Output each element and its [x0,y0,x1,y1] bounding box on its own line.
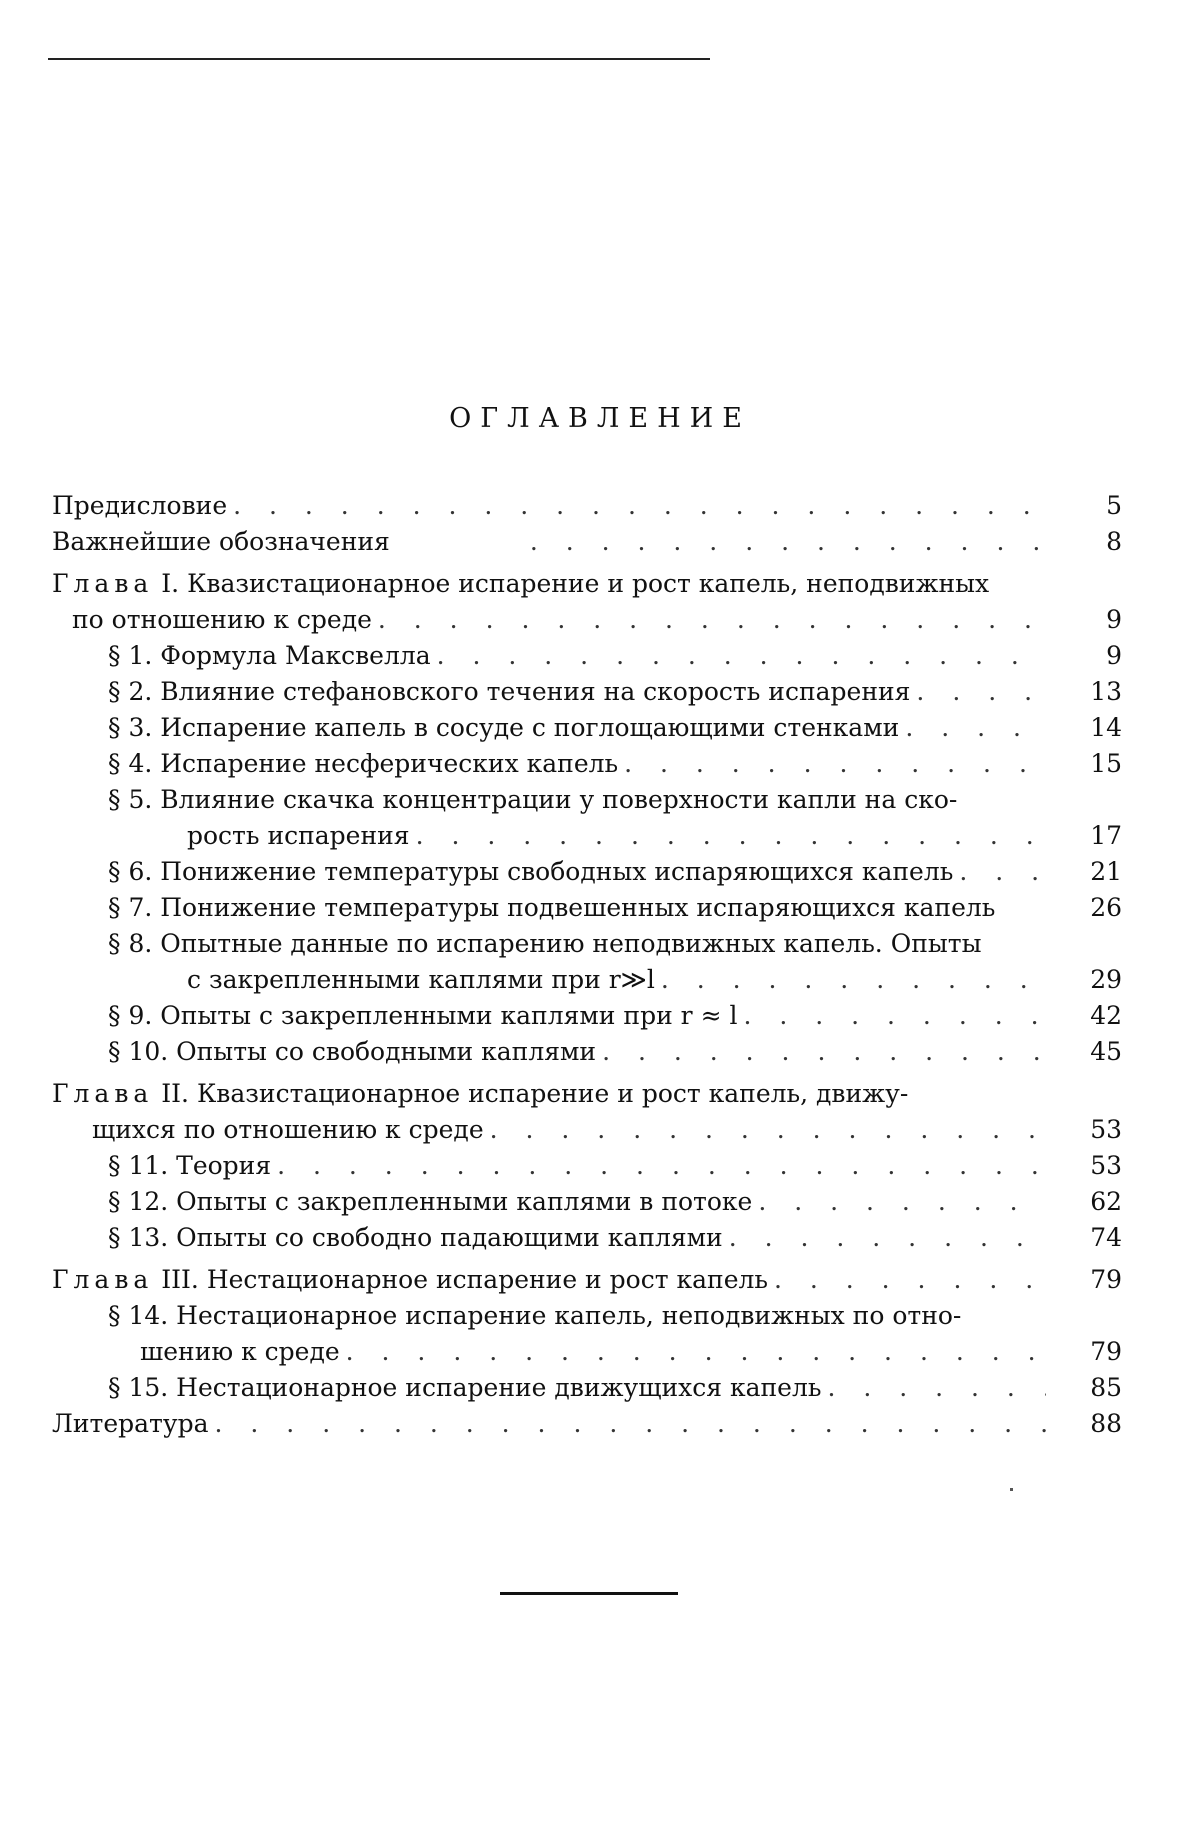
dot-leader [827,1370,1046,1406]
dot-leader [905,710,1046,746]
section-continuation [52,818,1122,854]
section-line1: § 5. Влияние скачка концентрации у поверхности капли на ско- [108,785,958,814]
entry-text: Важнейшие обозначения [52,527,390,556]
dot-leader [916,674,1046,710]
section-continuation [52,1334,1122,1370]
dot-leader [774,1262,1046,1298]
dot-leader [729,1220,1046,1256]
chapter-title-continuation [52,602,1122,638]
chapter-title-line1: Квазистационарное испарение и рост капель, движу- [196,1079,909,1108]
section-text: § 3. Испарение капель в сосуде с поглощающими стенками [108,713,900,742]
dot-leader [530,524,1046,560]
toc-section-4 [52,746,1122,782]
toc-entry-preface [52,488,1122,524]
page-number: 88 [1090,1409,1122,1438]
page-number: 45 [1090,1037,1122,1066]
dot-leader [437,638,1046,674]
chapter-heading-line [52,1262,768,1298]
toc-section-14 [52,1298,1122,1370]
section-line2: с закрепленными каплями при r≫l [187,965,655,994]
section-text: § 2. Влияние стефановского течения на скорость испарения [108,677,911,706]
dot-leader [233,488,1046,524]
dot-leader [277,1148,1046,1184]
chapter-title: Нестационарное испарение и рост капель [206,1265,768,1294]
dot-leader [416,818,1046,854]
toc-section-5 [52,782,1122,854]
page-number: 85 [1090,1373,1122,1402]
toc-section-10 [52,1034,1122,1070]
page-number: 9 [1106,605,1122,634]
page-number: 62 [1090,1187,1122,1216]
section-text: § 13. Опыты со свободно падающими каплями [108,1223,723,1252]
toc-section-1 [52,638,1122,674]
toc-section-2 [52,674,1122,710]
page-number: 9 [1106,641,1122,670]
toc-section-11 [52,1148,1122,1184]
toc-section-8 [52,926,1122,998]
dot-leader [490,1112,1046,1148]
page-title: ОГЛАВЛЕНИЕ [449,403,751,434]
toc-section-9 [52,998,1122,1034]
bottom-rule [500,1592,678,1595]
page-number: 29 [1090,965,1122,994]
chapter-title-continuation [52,1112,1122,1148]
dot-leader [758,1184,1046,1220]
entry-text: Литература [52,1409,209,1438]
section-text: § 11. Теория [108,1151,272,1180]
page-number: 74 [1090,1223,1122,1252]
dot-leader [346,1334,1046,1370]
toc-section-15 [52,1370,1122,1406]
page-number: 21 [1090,857,1122,886]
page-number: 5 [1106,491,1122,520]
chapter-number: III. [161,1265,199,1294]
dot-leader [743,998,1046,1034]
section-text: § 6. Понижение температуры свободных испаряющихся капель [108,857,954,886]
section-text: § 9. Опыты с закрепленными каплями при r ≈ l [108,1001,738,1030]
chapter-number: II. [161,1079,189,1108]
toc-entry-literature [52,1406,1122,1442]
table-of-contents [52,488,1122,1442]
chapter-heading-line [52,566,1122,602]
dot-leader [215,1406,1046,1442]
chapter-heading-line [52,1076,1122,1112]
dot-leader [602,1034,1046,1070]
dot-leader [661,962,1046,998]
toc-chapter-2 [52,1076,1122,1148]
section-line1: § 14. Нестационарное испарение капель, неподвижных по отно- [108,1301,962,1330]
toc-section-7 [52,890,1122,926]
page-number: 8 [1106,527,1122,556]
section-line1: § 8. Опытные данные по испарению неподвижных капель. Опыты [108,929,982,958]
section-text: § 10. Опыты со свободными каплями [108,1037,597,1066]
section-text: § 4. Испарение несферических капель [108,749,619,778]
page-number: 79 [1090,1337,1122,1366]
page-number: 53 [1090,1151,1122,1180]
page-number: 53 [1090,1115,1122,1144]
chapter-label: Глава [52,1265,154,1294]
chapter-label: Глава [52,569,154,598]
page-number: 79 [1090,1265,1122,1294]
section-text: § 12. Опыты с закрепленными каплями в потоке [108,1187,753,1216]
toc-section-13 [52,1220,1122,1256]
speck-mark [1010,1488,1013,1491]
page-number: 15 [1090,749,1122,778]
dot-leader [378,602,1046,638]
chapter-title-line2: по отношению к среде [72,605,372,634]
section-line2: шению к среде [140,1337,340,1366]
section-text: § 7. Понижение температуры подвешенных испаряющихся капель [108,893,996,922]
page-number: 14 [1090,713,1122,742]
entry-text: Предисловие [52,491,228,520]
toc-chapter-3 [52,1262,1122,1298]
page-number: 17 [1090,821,1122,850]
toc-section-3 [52,710,1122,746]
chapter-title-line2: щихся по отношению к среде [92,1115,484,1144]
chapter-number: I. [161,569,180,598]
top-rule [48,58,710,60]
chapter-label: Глава [52,1079,154,1108]
section-line2: рость испарения [187,821,410,850]
section-text: § 15. Нестационарное испарение движущихся капель [108,1373,822,1402]
dot-leader [624,746,1046,782]
page-number: 26 [1090,893,1122,922]
toc-section-6 [52,854,1122,890]
toc-entry-notation [52,524,1122,560]
toc-chapter-1 [52,566,1122,638]
dot-leader [959,854,1046,890]
page-number: 42 [1090,1001,1122,1030]
page-number: 13 [1090,677,1122,706]
toc-section-12 [52,1184,1122,1220]
section-text: § 1. Формула Максвелла [108,641,431,670]
chapter-title-line1: Квазистационарное испарение и рост капель, неподвижных [187,569,990,598]
section-continuation [52,962,1122,998]
